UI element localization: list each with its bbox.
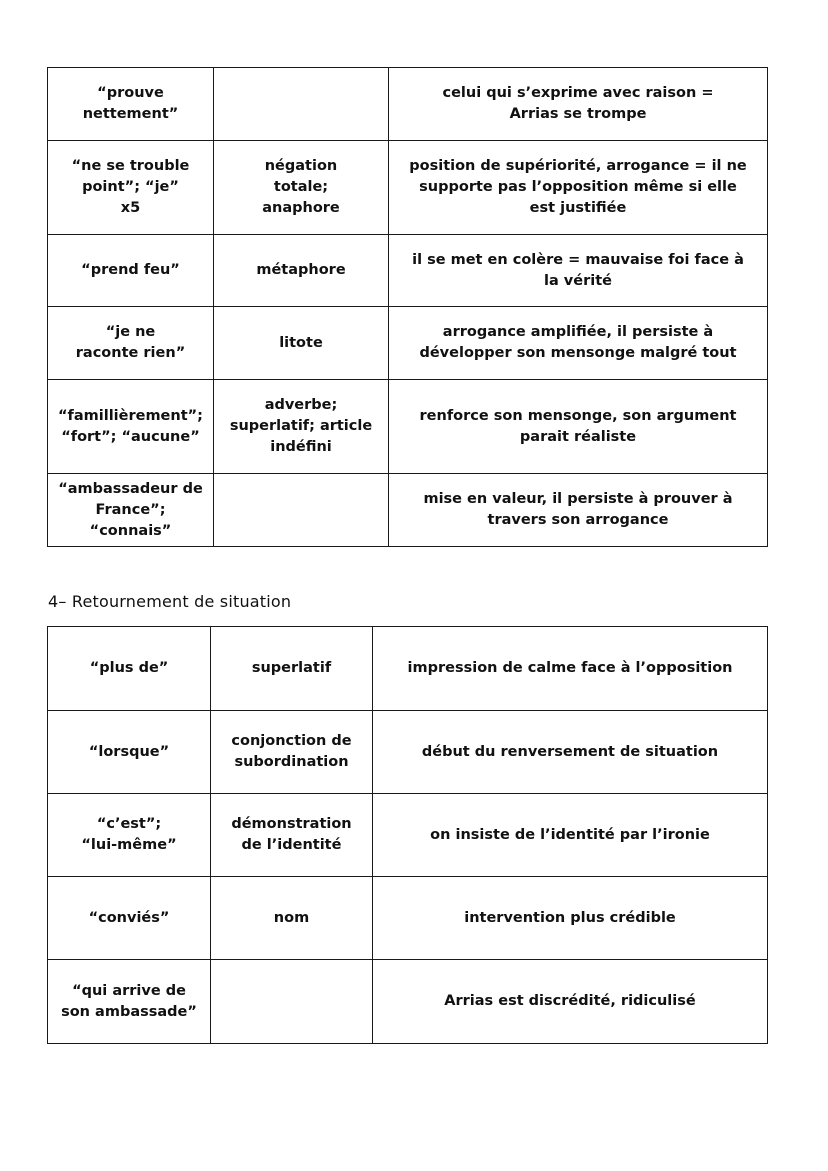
quote-cell: “prend feu”	[48, 235, 214, 307]
table-row	[48, 235, 768, 307]
figure-cell: négation totale; anaphore	[214, 141, 389, 235]
interpretation-cell: renforce son mensonge, son argument parait réaliste	[389, 380, 768, 474]
figure-cell: litote	[214, 307, 389, 380]
figure-cell	[214, 68, 389, 141]
figure-cell: métaphore	[214, 235, 389, 307]
interpretation-cell: début du renversement de situation	[373, 711, 768, 794]
figure-cell: conjonction de subordination	[211, 711, 373, 794]
figure-cell	[214, 474, 389, 547]
quote-cell: “c’est”; “lui-même”	[48, 794, 211, 877]
figure-cell	[211, 960, 373, 1044]
interpretation-cell: intervention plus crédible	[373, 877, 768, 960]
table-row	[48, 307, 768, 380]
table-row	[48, 380, 768, 474]
figure-cell: démonstration de l’identité	[211, 794, 373, 877]
quote-cell: “ne se trouble point”; “je” x5	[48, 141, 214, 235]
interpretation-cell: Arrias est discrédité, ridiculisé	[373, 960, 768, 1044]
table-row	[48, 960, 768, 1044]
quote-cell: “prouve nettement”	[48, 68, 214, 141]
quote-cell: “famillièrement”; “fort”; “aucune”	[48, 380, 214, 474]
figure-cell: nom	[211, 877, 373, 960]
figure-cell: superlatif	[211, 627, 373, 711]
interpretation-cell: impression de calme face à l’opposition	[373, 627, 768, 711]
quote-cell: “qui arrive de son ambassade”	[48, 960, 211, 1044]
table-row	[48, 794, 768, 877]
table-row	[48, 711, 768, 794]
interpretation-cell: celui qui s’exprime avec raison = Arrias se trompe	[389, 68, 768, 141]
quote-cell: “lorsque”	[48, 711, 211, 794]
table-row	[48, 474, 768, 547]
interpretation-cell: on insiste de l’identité par l’ironie	[373, 794, 768, 877]
interpretation-cell: il se met en colère = mauvaise foi face à la vérité	[389, 235, 768, 307]
quote-cell: “conviés”	[48, 877, 211, 960]
figure-cell: adverbe; superlatif; article indéfini	[214, 380, 389, 474]
quote-cell: “ambassadeur de France”; “connais”	[48, 474, 214, 547]
section-heading: 4– Retournement de situation	[48, 592, 292, 611]
analysis-table-2	[47, 626, 768, 1044]
table-row	[48, 627, 768, 711]
quote-cell: “je ne raconte rien”	[48, 307, 214, 380]
analysis-table-1	[47, 67, 768, 547]
interpretation-cell: mise en valeur, il persiste à prouver à travers son arrogance	[389, 474, 768, 547]
table-row	[48, 141, 768, 235]
interpretation-cell: arrogance amplifiée, il persiste à développer son mensonge malgré tout	[389, 307, 768, 380]
table-row	[48, 877, 768, 960]
quote-cell: “plus de”	[48, 627, 211, 711]
table-row	[48, 68, 768, 141]
interpretation-cell: position de supériorité, arrogance = il ne supporte pas l’opposition même si elle est justifiée	[389, 141, 768, 235]
